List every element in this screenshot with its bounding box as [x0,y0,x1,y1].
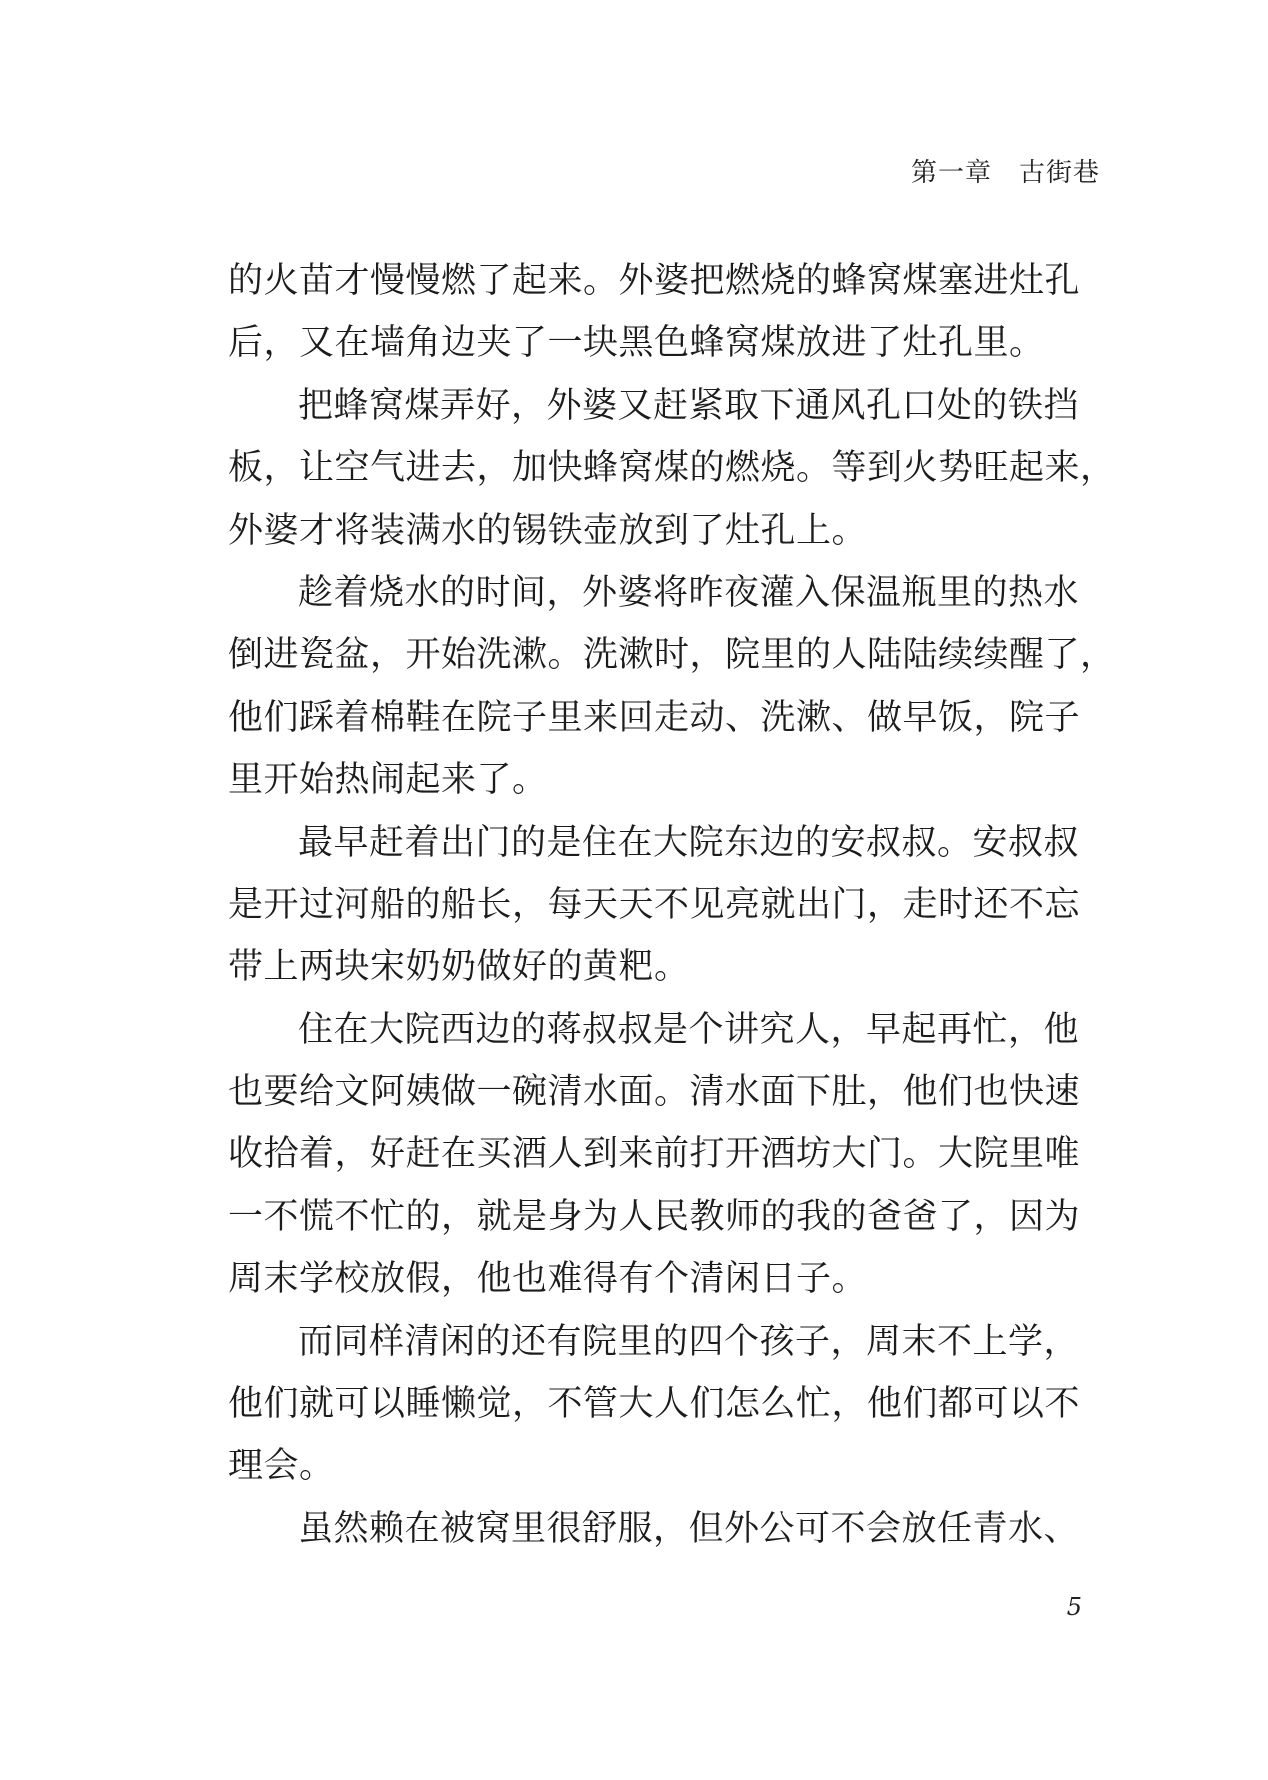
text-line: 收拾着，好赶在买酒人到来前打开酒坊大门。大院里唯 [228,1134,1081,1175]
paragraph [228,1498,1080,1560]
paragraph [228,1311,1081,1498]
text-line: 是开过河船的船长，每天天不见亮就出门，走时还不忘 [228,884,1081,925]
page-number: 5 [1066,1593,1082,1621]
text-line: 倒进瓷盆，开始洗漱。洗漱时，院里的人陆陆续续醒了， [228,635,1116,676]
paragraph [228,375,1116,562]
text-line: 他们踩着棉鞋在院子里来回走动、洗漱、做早饭，院子 [228,697,1081,738]
text-line: 而同样清闲的还有院里的四个孩子，周末不上学， [298,1321,1080,1362]
text-line: 他们就可以睡懒觉，不管大人们怎么忙，他们都可以不 [228,1384,1081,1425]
paragraph [228,250,1081,375]
running-head: 第一章 古街巷 [910,158,1100,188]
text-line: 趁着烧水的时间，外婆将昨夜灌入保温瓶里的热水 [298,572,1080,613]
text-line: 虽然赖在被窝里很舒服，但外公可不会放任青水、 [298,1508,1080,1549]
text-line: 住在大院西边的蒋叔叔是个讲究人，早起再忙，他 [298,1009,1080,1050]
text-line: 里开始热闹起来了。 [228,760,548,801]
paragraph [228,562,1116,812]
text-line: 的火苗才慢慢燃了起来。外婆把燃烧的蜂窝煤塞进灶孔 [228,261,1081,301]
paragraph [228,812,1081,999]
text-line: 外婆才将装满水的锡铁壶放到了灶孔上。 [228,510,868,551]
text-line: 一不慌不忙的，就是身为人民教师的我的爸爸了，因为 [228,1196,1081,1237]
text-line: 把蜂窝煤弄好，外婆又赶紧取下通风孔口处的铁挡 [298,385,1080,426]
text-line: 周末学校放假，他也难得有个清闲日子。 [228,1259,868,1300]
text-line: 理会。 [228,1446,335,1487]
paragraph [228,999,1081,1311]
text-line: 后，又在墙角边夹了一块黑色蜂窝煤放进了灶孔里。 [228,323,1045,364]
text-line: 板，让空气进去，加快蜂窝煤的燃烧。等到火势旺起来， [228,448,1116,489]
text-line: 带上两块宋奶奶做好的黄粑。 [228,947,690,988]
text-line: 也要给文阿姨做一碗清水面。清水面下肚，他们也快速 [228,1072,1081,1113]
body-text [228,250,1116,1560]
text-line: 最早赶着出门的是住在大院东边的安叔叔。安叔叔 [298,822,1080,863]
